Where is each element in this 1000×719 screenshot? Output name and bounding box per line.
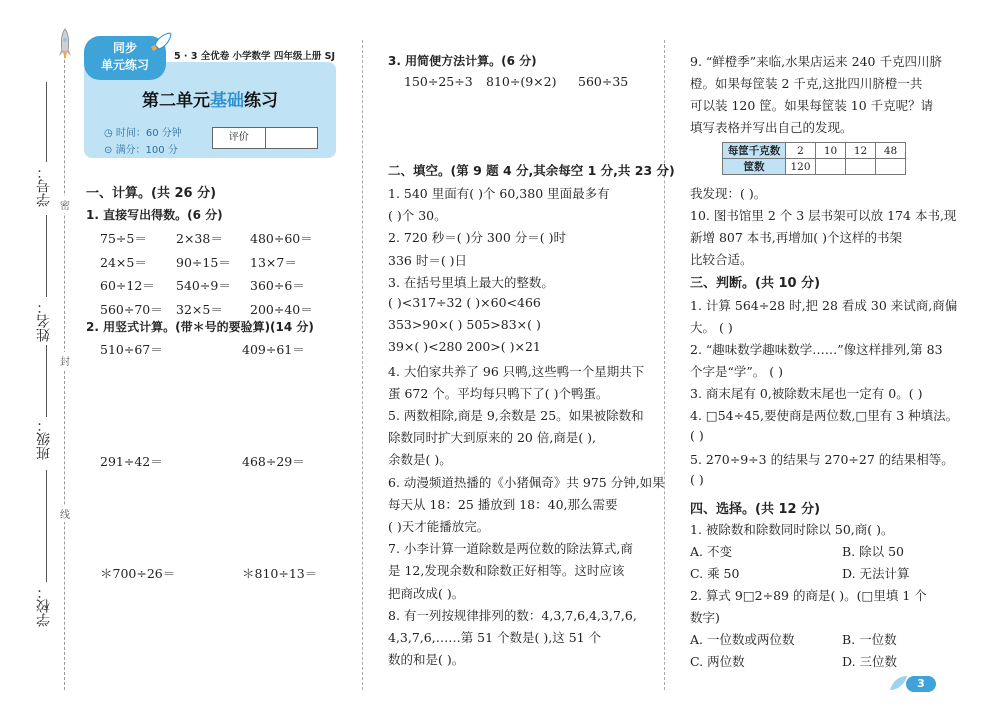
question-continuation: 39×( )<280 200>( )×21 [388,339,541,355]
judge-line: 1. 计算 564÷28 时,把 28 看成 30 来试商,商偏 [690,298,958,313]
check-icon: ⊙ [104,145,116,156]
vertical-calc-item: ＊810÷13＝ [242,566,318,581]
school-label: 学校： [36,585,52,627]
mental-math-item: 24×5＝ [100,254,147,270]
evaluation-label: 评价 [213,128,266,148]
mental-math-item: 360÷6＝ [250,278,305,293]
page-leaf-icon [888,674,908,692]
seal-char-2: 封 [60,352,70,369]
choice-option: D. 无法计算 [842,566,910,581]
small-rocket-icon [148,30,174,56]
student-number-label: 学号： [36,165,52,207]
name-line [46,215,47,297]
table-blank-cell[interactable] [846,159,876,175]
table-cell: 48 [876,143,906,159]
question-line: 7. 小李计算一道除数是两位数的除法算式,商 [388,541,633,557]
table-cell: 10 [816,143,846,159]
vertical-calc-item: 468÷29＝ [242,454,305,469]
class-line [46,345,47,417]
question-1-3: 3. 用简便方法计算。(6 分) [388,54,537,68]
judge-line: 5. 270÷9÷3 的结果与 270÷27 的结果相等。 [690,452,954,467]
orange-basket-table [722,142,906,175]
section-3-title: 三、判断。(共 10 分) [690,276,821,291]
choice-line: C. 两位数 [690,654,745,669]
book-series: 5 · 3 全优卷 小学数学 四年级上册 SJ [174,51,336,62]
question-10-line: 比较合适。 [690,252,753,267]
choice-line: A. 一位数或两位数 [690,632,795,647]
question-line: 4. 大伯家共养了 96 只鸭,这些鸭一个星期共下 [388,363,645,379]
rocket-icon [58,28,72,62]
question-continuation: ( )<317÷32 ( )×60<466 [388,295,541,310]
judge-line: 2. “趣味数学趣味数学……”像这样排列,第 83 [690,342,943,357]
question-line: 3. 在括号里填上最大的整数。 [388,274,554,290]
vertical-calc-item: 510÷67＝ [100,342,163,357]
vertical-calc-item: 291÷42＝ [100,454,163,469]
simplify-item-3: 560÷35 [578,74,629,89]
question-1-2: 2. 用竖式计算。(带＊号的要验算)(14 分) [86,320,314,334]
seal-char-3: 线 [60,505,70,522]
question-line: 1. 540 里面有( )个 60,380 里面最多有 [388,186,610,201]
score-text: 满分：100 分 [115,145,178,156]
question-9-line: 9. “鲜橙季”来临,水果店运来 240 千克四川脐 [690,54,942,69]
title-part-1: 第二单元 [142,91,210,111]
question-continuation: 数的和是( )。 [388,652,465,668]
mental-math-item: 13×7＝ [250,254,297,270]
section-4-title: 四、选择。(共 12 分) [690,502,821,517]
question-continuation: 每天从 18：25 播放到 18：40,那么需要 [388,496,618,512]
vertical-calc-item: ＊700÷26＝ [100,566,176,581]
question-1-1: 1. 直接写出得数。(6 分) [86,208,223,222]
table-head-kg: 每筐千克数 [723,143,786,159]
question-continuation: 把商改成( )。 [388,585,465,601]
choice-option: B. 除以 50 [842,544,905,559]
judge-line: 3. 商末尾有 0,被除数末尾也一定有 0。( ) [690,386,923,401]
question-9-line: 可以装 120 筐。如果每筐装 10 千克呢？请 [690,98,934,113]
time-limit [104,124,182,139]
mental-math-item: 75÷5＝ [100,231,147,246]
column-divider-1 [362,40,363,690]
choice-line: 数字) [690,610,720,625]
question-continuation: ( )天才能播放完。 [388,519,490,534]
question-9-line: 填写表格并写出自己的发现。 [690,120,853,135]
badge-line-2: 单元练习 [100,58,149,72]
mental-math-item: 60÷12＝ [100,278,155,293]
mental-math-item: 32×5＝ [176,301,223,317]
question-continuation: ( )个 30。 [388,208,447,224]
table-blank-cell[interactable] [876,159,906,175]
full-score [104,141,178,156]
question-10-line: 10. 图书馆里 2 个 3 层书架可以放 174 本书,现 [690,208,957,223]
table-blank-cell[interactable] [816,159,846,175]
badge-line-1: 同步 [112,41,137,55]
simplify-item-1: 150÷25÷3 [404,74,473,89]
mental-math-item: 90÷15＝ [176,254,231,270]
name-label: 姓名： [36,300,52,342]
judge-line: 大。 ( ) [690,320,733,335]
title-part-2: 基础 [210,91,244,111]
mental-math-item: 540÷9＝ [176,278,231,293]
column-divider-2 [664,40,665,690]
table-cell: 2 [786,143,816,159]
question-line: 5. 两数相除,商是 9,余数是 25。如果被除数和 [388,408,644,423]
section-2-title: 二、填空。(第 9 题 4 分,其余每空 1 分,共 23 分) [388,163,675,178]
title-part-3: 练习 [244,91,278,111]
question-continuation: 4,3,7,6,……第 51 个数是( ),这 51 个 [388,630,602,645]
mental-math-item: 560÷70＝ [100,301,163,317]
question-continuation: 353>90×( ) 505>83×( ) [388,317,541,333]
question-line: 6. 动漫频道热播的《小猪佩奇》共 975 分钟,如果 [388,474,665,490]
clock-icon: ◷ [104,128,116,139]
evaluation-box [212,127,318,149]
mental-math-item: 2×38＝ [176,231,223,246]
question-10-line: 我发现：( )。 [690,186,767,201]
choice-line: 2. 算式 9□2÷89 的商是( )。(□里填 1 个 [690,588,927,603]
page-title [84,86,336,111]
choice-line: 1. 被除数和除数同时除以 50,商( )。 [690,522,894,537]
judge-line: ( ) [690,472,704,487]
class-label: 班级： [36,418,52,460]
section-1-title: 一、计算。(共 26 分) [86,186,217,201]
table-cell: 12 [846,143,876,159]
page-number: 3 [906,676,936,692]
choice-option: D. 三位数 [842,654,898,669]
school-line [46,470,47,582]
question-9-line: 橙。如果每筐装 2 千克,这批四川脐橙一共 [690,76,923,91]
choice-line: C. 乘 50 [690,566,740,581]
time-text: 时间：60 分钟 [115,128,182,139]
judge-line: ( ) [690,428,704,443]
question-line: 8. 有一列按规律排列的数：4,3,7,6,4,3,7,6, [388,607,637,623]
question-continuation: 336 时＝( )日 [388,252,468,268]
seal-char-1: 密 [60,196,70,213]
question-continuation: 余数是( )。 [388,452,452,468]
table-cell: 120 [786,159,816,175]
student-number-line [46,82,47,162]
binding-line [64,50,65,690]
judge-line: 4. □54÷45,要使商是两位数,□里有 3 种填法。 [690,408,959,423]
choice-option: B. 一位数 [842,632,897,647]
mental-math-item: 480÷60＝ [250,231,313,246]
evaluation-cell[interactable] [266,128,318,148]
judge-line: 个字是“学”。 ( ) [690,364,783,379]
question-continuation: 除数同时扩大到原来的 20 倍,商是( ), [388,430,597,446]
question-continuation: 蛋 672 个。平均每只鸭下了( )个鸭蛋。 [388,385,609,401]
question-line: 2. 720 秒＝( )分 300 分＝( )时 [388,230,566,246]
mental-math-item: 200÷40＝ [250,301,313,317]
question-continuation: 是 12,发现余数和除数正好相等。这时应该 [388,563,625,579]
question-10-line: 新增 807 本书,再增加( )个这样的书架 [690,230,903,245]
choice-line: A. 不变 [690,544,732,559]
vertical-calc-item: 409÷61＝ [242,342,305,357]
table-head-baskets: 筐数 [723,159,786,175]
simplify-item-2: 810÷(9×2) [486,74,557,89]
